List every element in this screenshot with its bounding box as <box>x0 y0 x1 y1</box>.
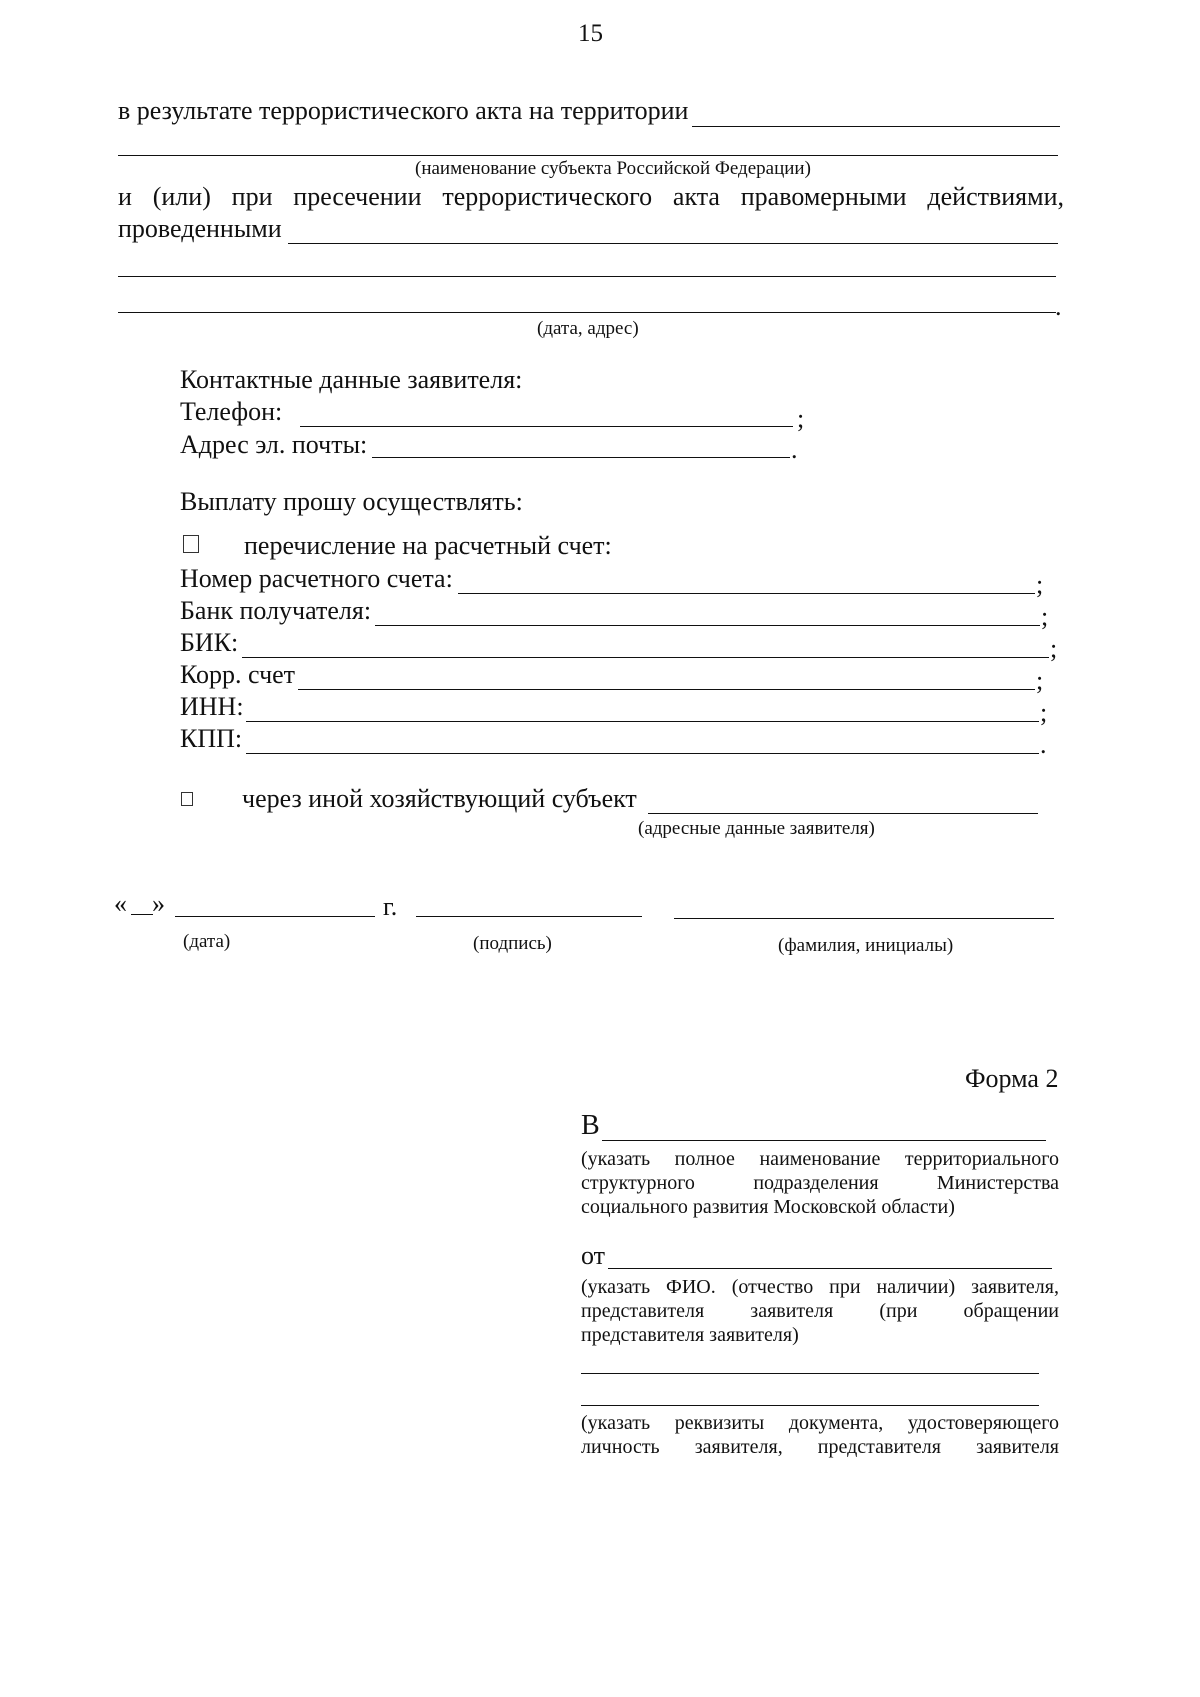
field-end-inn: ; <box>1040 698 1048 727</box>
page-number: 15 <box>578 20 603 47</box>
field-label-bik: БИК: <box>180 628 239 657</box>
bank-field[interactable] <box>375 625 1040 626</box>
conducted-field[interactable] <box>288 243 1058 244</box>
field-end-kpp: . <box>1040 730 1047 759</box>
form2-title: Форма 2 <box>965 1064 1059 1093</box>
to-caption-line3: социального развития Московской области) <box>581 1196 955 1218</box>
year-mark: г. <box>383 892 398 921</box>
field-end-bank: ; <box>1041 602 1049 631</box>
to-field[interactable] <box>602 1140 1046 1141</box>
subject-field[interactable] <box>118 155 1058 156</box>
from-caption-line1: (указать ФИО. (отчество при наличии) заявителя, <box>581 1276 1059 1298</box>
contacts-heading: Контактные данные заявителя: <box>180 365 523 394</box>
caption-date: (дата) <box>183 931 231 952</box>
field-label-corr: Корр. счет <box>180 660 296 689</box>
from-caption-line3: представителя заявителя) <box>581 1324 799 1346</box>
caption-subject: (наименование субъекта Российской Федерации) <box>415 158 811 179</box>
quote-open: « <box>114 889 127 918</box>
field-end-account-number: ; <box>1036 570 1044 599</box>
from-field[interactable] <box>608 1268 1052 1269</box>
text-conducted: проведенными <box>118 214 282 243</box>
signature-field[interactable] <box>416 916 642 917</box>
email-field[interactable] <box>372 457 790 458</box>
email-label: Адрес эл. почты: <box>180 430 368 459</box>
option-other-label: через иной хозяйствующий субъект <box>242 784 637 813</box>
phone-field[interactable] <box>300 426 793 427</box>
field-end-bik: ; <box>1050 634 1058 663</box>
kpp-field[interactable] <box>246 753 1039 754</box>
end-dot: . <box>1055 292 1062 321</box>
payment-heading: Выплату прошу осуществлять: <box>180 487 523 516</box>
caption-name: (фамилия, инициалы) <box>778 935 954 956</box>
to-label: В <box>581 1110 600 1141</box>
doc-caption-line1: (указать реквизиты документа, удостоверяющего <box>581 1412 1059 1434</box>
doc-field-1[interactable] <box>581 1373 1039 1374</box>
field-label-account-number: Номер расчетного счета: <box>180 564 453 593</box>
other-subject-checkbox[interactable] <box>181 792 193 806</box>
doc-field-2[interactable] <box>581 1405 1039 1406</box>
doc-caption-line2: личность заявителя, представителя заявителя <box>581 1436 1059 1458</box>
caption-other: (адресные данные заявителя) <box>638 818 875 839</box>
bik-field[interactable] <box>242 657 1049 658</box>
territory-field[interactable] <box>692 126 1060 127</box>
text-territory: в результате террористического акта на территории <box>118 96 689 125</box>
phone-label: Телефон: <box>180 397 283 426</box>
field-label-kpp: КПП: <box>180 724 243 753</box>
other-subject-field[interactable] <box>648 813 1038 814</box>
account-number-field[interactable] <box>458 593 1035 594</box>
account-checkbox[interactable] <box>183 535 199 553</box>
from-caption-line2: представителя заявителя (при обращении <box>581 1300 1059 1322</box>
caption-date-address: (дата, адрес) <box>537 318 639 339</box>
day-field[interactable] <box>131 914 153 915</box>
corr-field[interactable] <box>298 689 1035 690</box>
conducted-field-2[interactable] <box>118 276 1056 277</box>
to-caption-line1: (указать полное наименование территориального <box>581 1148 1059 1170</box>
phone-end: ; <box>797 404 805 433</box>
date-field[interactable] <box>175 916 375 917</box>
quote-close: » <box>152 889 165 918</box>
name-field[interactable] <box>674 918 1054 919</box>
from-label: от <box>581 1241 606 1270</box>
inn-field[interactable] <box>246 721 1039 722</box>
field-end-corr: ; <box>1036 666 1044 695</box>
option-account-label: перечисление на расчетный счет: <box>244 531 612 560</box>
conducted-field-3[interactable] <box>118 312 1056 313</box>
caption-signature: (подпись) <box>473 933 552 954</box>
field-label-bank: Банк получателя: <box>180 596 372 625</box>
field-label-inn: ИНН: <box>180 692 244 721</box>
to-caption-line2: структурного подразделения Министерства <box>581 1172 1059 1194</box>
text-suppression: и (или) при пресечении террористического акта правомерными действиями, <box>118 182 1064 211</box>
email-end: . <box>791 435 798 464</box>
